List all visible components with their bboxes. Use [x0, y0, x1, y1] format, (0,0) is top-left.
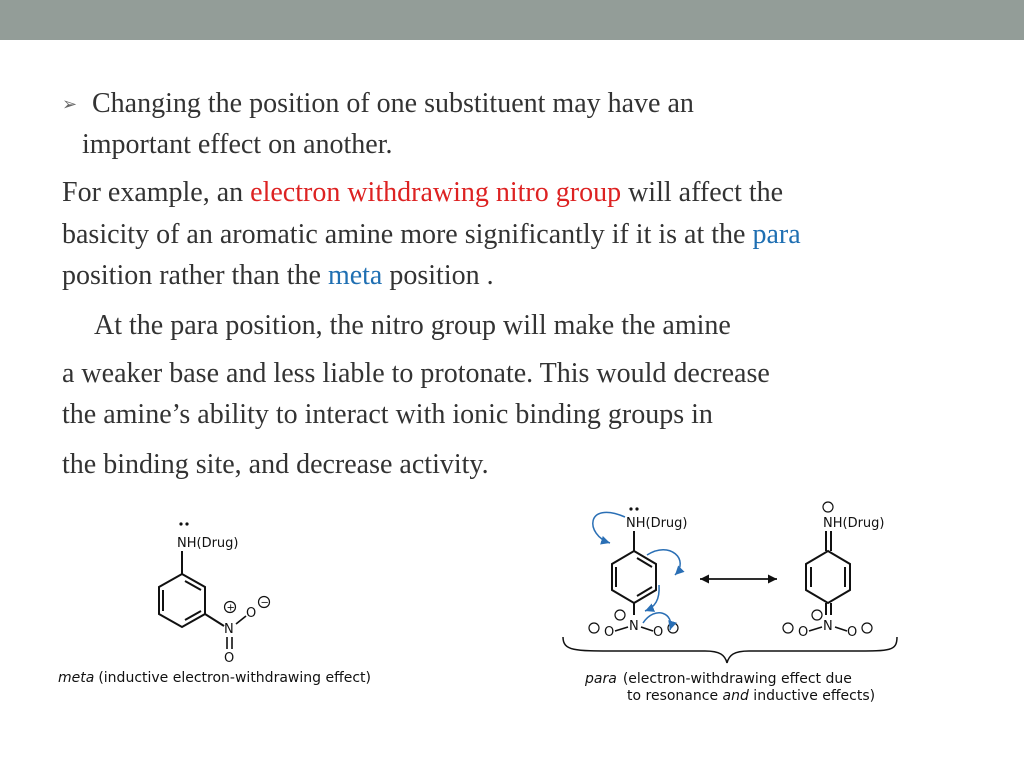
para-left-n: N [629, 619, 639, 634]
meta-o-upper: O [246, 606, 257, 621]
text-run: basicity of an aromatic amine more significantly if it is at the [62, 219, 753, 250]
bullet-arrow-icon: ➢ [62, 94, 78, 115]
meta-caption-italic: meta [58, 670, 95, 686]
meta-caption-text: (inductive electron-withdrawing effect) [98, 670, 371, 686]
paragraph-line: a weaker base and less liable to protonate. This would decrease [62, 358, 770, 389]
para-right-o1: O [798, 625, 809, 640]
para-left-o1: O [604, 625, 615, 640]
slide-header-bar [0, 0, 1024, 40]
para-caption-text1: (electron-withdrawing effect due [622, 671, 852, 687]
highlight-meta: meta [327, 260, 383, 291]
meta-plus-charge: + [226, 602, 235, 614]
highlight-nitro-group: electron withdrawing nitro group [250, 177, 622, 208]
para-caption-italic: para [585, 671, 617, 687]
meta-minus-charge: − [260, 597, 269, 609]
para-left-nh-label: NH(Drug) [626, 516, 688, 531]
meta-nh-label: NH(Drug) [177, 536, 239, 551]
paragraph-line [62, 175, 783, 211]
text-run: will affect the [621, 177, 784, 208]
text-run: position rather than the [62, 260, 328, 291]
para-caption-text2b: inductive effects) [748, 688, 876, 704]
para-caption-text2a: to resonance [627, 688, 723, 704]
paragraph-line: the amine’s ability to interact with ionic binding groups in [62, 399, 713, 430]
para-caption-line1 [584, 671, 852, 687]
paragraph-line: the binding site, and decrease activity. [62, 449, 489, 480]
meta-nitroaniline-figure [50, 520, 390, 695]
highlight-para: para [752, 219, 801, 250]
bullet-text-line1: Changing the position of one substituent may have an [92, 88, 694, 119]
para-right-o2: O [847, 625, 858, 640]
meta-o-lower: O [224, 651, 235, 666]
text-run: position . [382, 260, 494, 291]
para-right-nh-label: NH(Drug) [823, 516, 885, 531]
para-right-n: N [823, 619, 833, 634]
text-run: For example, an [62, 177, 251, 208]
para-nitroaniline-resonance-figure [555, 495, 905, 710]
para-caption-italic2: and [722, 688, 749, 704]
paragraph-line [62, 258, 494, 294]
paragraph-line: At the para position, the nitro group will make the amine [94, 310, 731, 341]
meta-nitro-n: N [224, 622, 234, 637]
paragraph-line [62, 217, 801, 253]
bullet-text-line2: important effect on another. [82, 129, 393, 160]
para-caption-line2 [627, 688, 875, 704]
meta-caption [58, 670, 371, 686]
para-left-o2: O [653, 625, 664, 640]
